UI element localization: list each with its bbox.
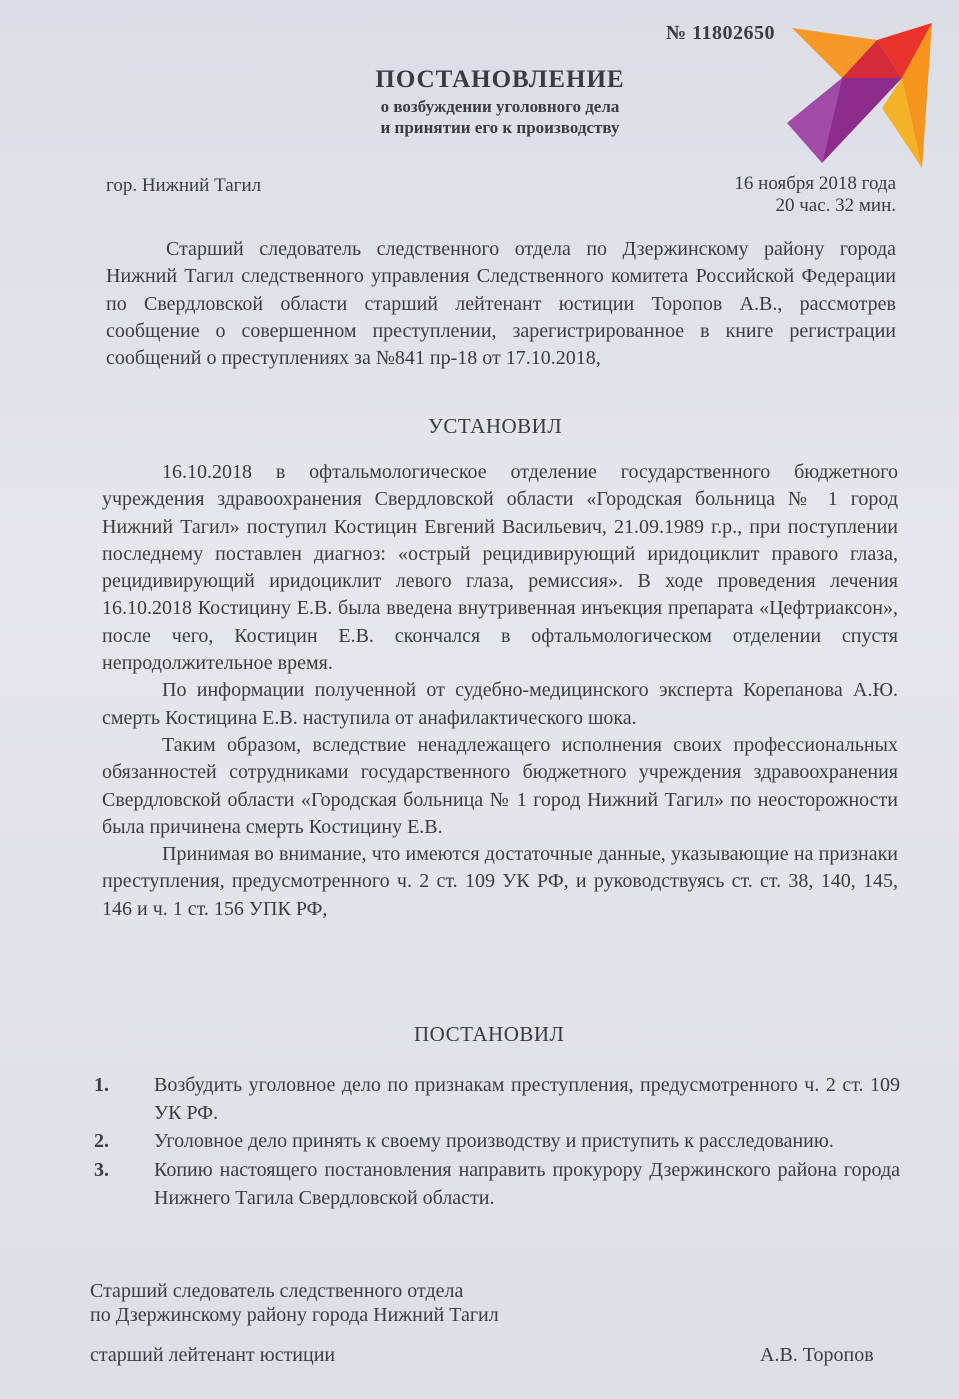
established-heading: УСТАНОВИЛ — [428, 414, 563, 438]
position-line: по Дзержинскому району города Нижний Тагил — [90, 1304, 499, 1326]
position-line: Старший следователь следственного отдела — [90, 1280, 464, 1302]
list-item — [94, 1127, 900, 1155]
intro-text: Старший следователь следственного отдела по Дзержинскому району города Нижний Тагил следственного управления Следственного комитета Российской Федерации по Свердловской области старший лейтенант юстиции Торопов А.В., рассмотрев сообщение о совершенном преступлении, зарегистрированное в книге регистрации сообщений о преступлениях за №841 пр-18 от 17.10.2018, — [106, 238, 896, 370]
item-number: 1. — [94, 1074, 109, 1096]
date: 16 ноября 2018 года — [734, 173, 896, 194]
signature-position — [90, 1279, 499, 1327]
item-text: Возбудить уголовное дело по признакам преступления, предусмотренного ч. 2 ст. 109 УК РФ. — [154, 1074, 900, 1125]
signer-name: А.В. Торопов — [760, 1344, 874, 1366]
item-number: 3. — [94, 1158, 109, 1181]
time: 20 час. 32 мин. — [775, 195, 896, 216]
document-number: № 11802650 — [666, 22, 775, 44]
list-item — [94, 1156, 900, 1212]
established-paragraph: По информации полученной от судебно-медицинского эксперта Корепанова А.Ю. смерть Костицина Е.В. наступила от анафилактического шока. — [102, 679, 898, 729]
document-subtitle — [300, 96, 700, 138]
resolved-list — [94, 1071, 900, 1212]
signer-rank: старший лейтенант юстиции — [90, 1344, 336, 1366]
item-text: Копию настоящего постановления направить прокурору Дзержинского района города Нижнего Тагила Свердловской области. — [154, 1158, 900, 1209]
list-item — [94, 1071, 900, 1127]
date-time — [640, 173, 896, 217]
subtitle-line: и принятии его к производству — [380, 118, 620, 137]
established-paragraph: 16.10.2018 в офтальмологическое отделение государственного бюджетного учреждения здравоохранения Свердловской области «Городская больница № 1 город Нижний Тагил» поступил Костицин Евгений Васильевич, 21.09.1989 г.р., при поступлении последнему поставлен диагноз: «острый рецидивирующий иридоциклит правого глаза, рецидивирующий иридоциклит левого глаза, ремиссия». В ходе проведения лечения 16.10.2018 Костицину Е.В. была введена внутривенная инъекция препарата «Цефтриаксон», после чего, Костицин Е.В. скончался в офтальмологическом отделении спустя непродолжительное время. — [102, 461, 898, 675]
established-paragraph: Таким образом, вследствие ненадлежащего исполнения своих профессиональных обязанностей сотрудниками государственного бюджетного учреждения здравоохранения Свердловской области «Городская больница № 1 город Нижний Тагил» по неосторожности была причинена смерть Костицину Е.В. — [102, 733, 898, 838]
bird-logo-icon — [782, 18, 942, 178]
subtitle-line: о возбуждении уголовного дела — [380, 97, 620, 116]
item-number: 2. — [94, 1130, 109, 1153]
established-paragraph: Принимая во внимание, что имеются достаточные данные, указывающие на признаки преступления, предусмотренного ч. 2 ст. 109 УК РФ, и руководствуясь ст. ст. 38, 140, 145, 146 и ч. 1 ст. 156 УПК РФ, — [102, 843, 898, 920]
intro-paragraph — [106, 236, 896, 372]
item-text: Уголовное дело принять к своему производству и приступить к расследованию. — [154, 1130, 834, 1153]
established-section — [102, 459, 898, 923]
document-title: ПОСТАНОВЛЕНИЕ — [375, 66, 625, 93]
city: гор. Нижний Тагил — [106, 175, 262, 196]
resolved-heading: ПОСТАНОВИЛ — [414, 1022, 565, 1046]
